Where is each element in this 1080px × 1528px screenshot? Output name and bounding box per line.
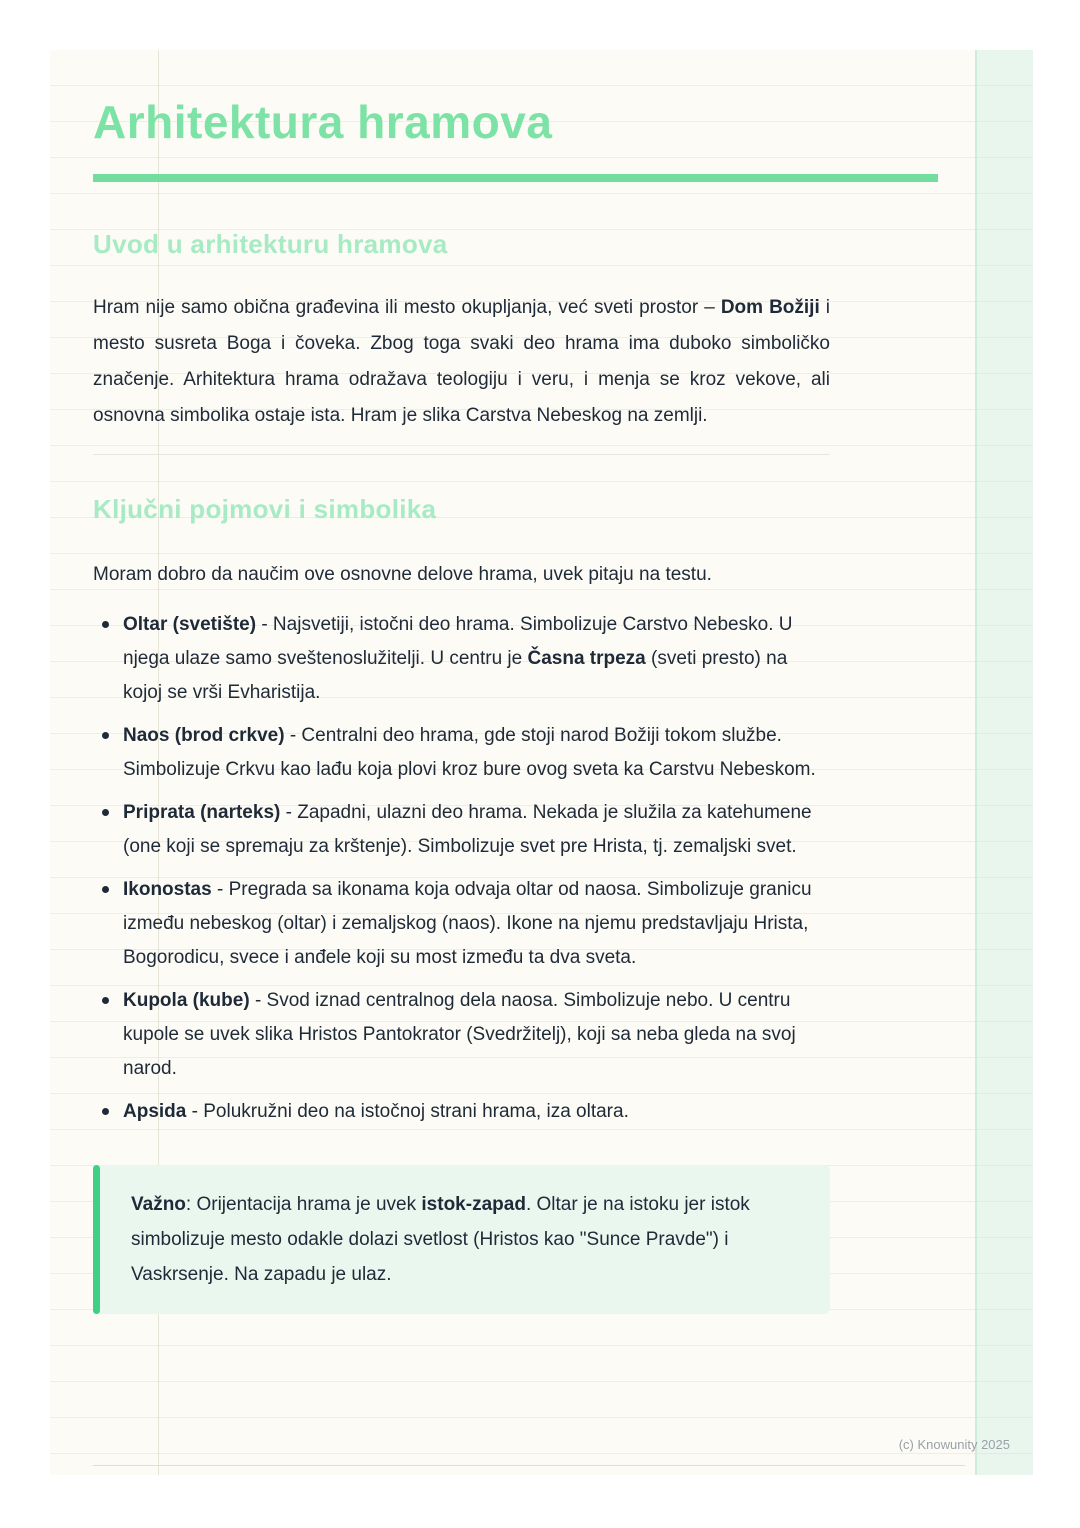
bullet-icon [102, 732, 109, 739]
important-callout [93, 1165, 830, 1314]
section-divider [93, 454, 830, 455]
bullet-icon [102, 886, 109, 893]
page-bottom-rule [93, 1465, 965, 1466]
bullet-icon [102, 1108, 109, 1115]
section-heading-uvod: Uvod u arhitekturu hramova [93, 229, 448, 259]
bullet-icon [102, 809, 109, 816]
list-item-text: Ikonostas - Pregrada sa ikonama koja odvaja oltar od naosa. Simbolizuje granicu između nebeskog (oltar) i zemaljskog (naos). Ikone na njemu predstavljaju Hrista, Bogorodicu, svece i anđele koji su most između ta dva sveta. [123, 879, 812, 968]
list-item-naos [93, 719, 830, 787]
list-item-oltar [93, 608, 830, 710]
list-item-apsida [93, 1095, 830, 1129]
temple-terms-list [93, 608, 830, 1129]
list-item-text: Apsida - Polukružni deo na istočnoj strani hrama, iza oltara. [123, 1101, 629, 1122]
right-accent-band [975, 50, 1033, 1475]
section-heading-kljucni: Ključni pojmovi i simbolika [93, 494, 437, 524]
callout-text: Važno: Orijentacija hrama je uvek istok-zapad. Oltar je na istoku jer istok simbolizuje mesto odakle dolazi svetlost (Hristos kao "Sunce Pravde") i Vaskrsenje. Na zapadu je ulaz. [131, 1194, 750, 1285]
list-item-text: Oltar (svetište) - Najsvetiji, istočni deo hrama. Simbolizuje Carstvo Nebesko. U njega ulaze samo sveštenoslužitelji. U centru je Časna trpeza (sveti presto) na kojoj se vrši Evharistija. [123, 614, 793, 703]
page-title: Arhitektura hramova [93, 96, 553, 148]
intro-paragraph: Hram nije samo obična građevina ili mesto okupljanja, već sveti prostor – Dom Božiji i mesto susreta Boga i čoveka. Zbog toga svaki deo hrama ima duboko simboličko značenje. Arhitektura hrama odražava teologiju i veru, i menja se kroz vekove, ali osnovna simbolika ostaje ista. Hram je slika Carstva Nebeskog na zemlji. [93, 297, 830, 426]
list-item-text: Naos (brod crkve) - Centralni deo hrama, gde stoji narod Božiji tokom službe. Simbolizuje Crkvu kao lađu koja plovi kroz bure ovog sveta ka Carstvu Nebeskom. [123, 725, 816, 780]
section-intro-note: Moram dobro da naučim ove osnovne delove hrama, uvek pitaju na testu. [93, 564, 712, 585]
list-item-text: Priprata (narteks) - Zapadni, ulazni deo hrama. Nekada je služila za katehumene (one koji se spremaju za krštenje). Simbolizuje svet pre Hrista, tj. zemaljski svet. [123, 802, 812, 857]
bullet-icon [102, 621, 109, 628]
copyright-note: (c) Knowunity 2025 [898, 1437, 1010, 1452]
list-item-ikonostas [93, 873, 830, 975]
bullet-icon [102, 997, 109, 1004]
document-page [50, 50, 1033, 1475]
list-item-priprata [93, 796, 830, 864]
page-content [93, 94, 830, 1314]
list-item-text: Kupola (kube) - Svod iznad centralnog dela naosa. Simbolizuje nebo. U centru kupole se uvek slika Hristos Pantokrator (Svedržitelj), koji sa neba gleda na svoj narod. [123, 990, 796, 1079]
title-underline-rule [93, 174, 938, 182]
callout-accent-bar [93, 1165, 100, 1314]
list-item-kupola [93, 984, 830, 1086]
